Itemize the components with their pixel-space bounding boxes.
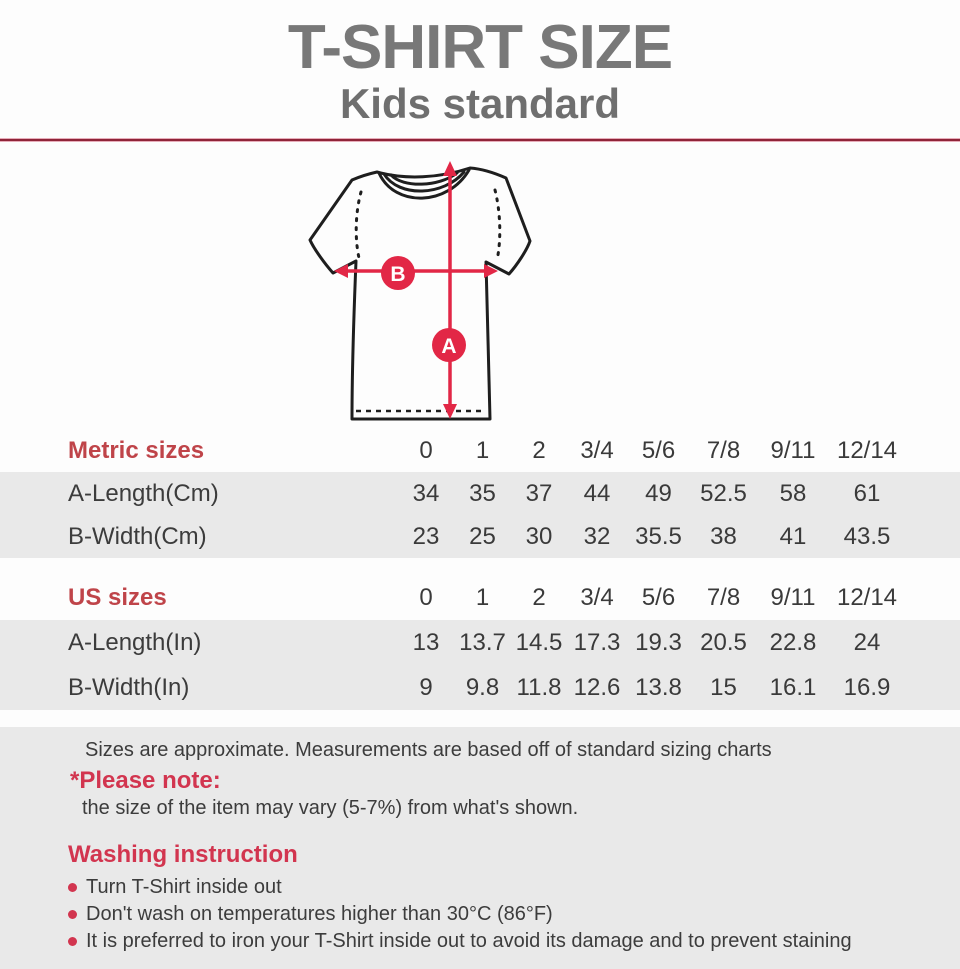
tshirt-diagram	[280, 148, 680, 438]
cell: 34	[412, 479, 440, 507]
size-column: 7/8	[706, 583, 741, 611]
cell: 37	[525, 479, 553, 507]
cell: 13	[412, 628, 440, 656]
cell: 23	[412, 522, 440, 550]
cell: 25	[469, 522, 496, 550]
cell: 13.8	[635, 673, 682, 701]
size-column: 12/14	[836, 583, 898, 611]
cell: 19.3	[635, 628, 682, 656]
cell: 24	[853, 628, 881, 656]
table-row-width-cm	[0, 515, 960, 558]
cell: 52.5	[700, 479, 747, 507]
list-item	[68, 928, 940, 955]
metric-rows-band	[0, 472, 960, 558]
size-column: 3/4	[580, 583, 614, 611]
length-badge-label: A	[441, 335, 457, 358]
size-column: 1	[475, 583, 490, 611]
size-column: 1	[475, 436, 490, 464]
cell: 11.8	[516, 673, 562, 701]
cell: 22.8	[769, 628, 817, 656]
size-column: 2	[532, 583, 546, 611]
bullet-icon	[68, 910, 77, 919]
washing-item-text: Turn T-Shirt inside out	[86, 876, 282, 898]
table-row-width-in	[0, 665, 960, 710]
cell: 9	[419, 673, 433, 701]
cell: 35.5	[635, 522, 682, 550]
washing-instruction-list	[68, 874, 940, 955]
cell: 58	[779, 479, 807, 507]
washing-item-text: Don't wash on temperatures higher than 30°C (86°F)	[86, 903, 553, 925]
size-column: 12/14	[836, 436, 898, 464]
cell: 9.8	[465, 673, 500, 701]
size-column: 0	[419, 436, 433, 464]
size-column: 3/4	[580, 436, 614, 464]
tshirt-icon	[280, 148, 680, 438]
approximate-note: Sizes are approximate. Measurements are based off of standard sizing charts	[85, 739, 772, 761]
bullet-icon	[68, 937, 77, 946]
cell: 16.1	[769, 673, 817, 701]
list-item	[68, 901, 940, 928]
page-subtitle: Kids standard	[339, 80, 621, 127]
metric-sizes-header-row	[0, 429, 960, 472]
metric-sizes-label: Metric sizes	[68, 436, 205, 464]
table-row-length-in	[0, 620, 960, 665]
washing-instruction-title: Washing instruction	[68, 841, 298, 868]
tshirt-outline	[310, 168, 530, 419]
size-column: 9/11	[770, 436, 816, 464]
cell: 61	[853, 479, 881, 507]
us-sizes-label: US sizes	[68, 583, 167, 611]
page-title: T-SHIRT SIZE	[287, 13, 673, 82]
cell: 12.6	[573, 673, 621, 701]
cell: 17.3	[573, 628, 621, 656]
please-note-title: *Please note:	[70, 767, 221, 794]
table-row-length-cm	[0, 472, 960, 515]
cell: 16.9	[843, 673, 891, 701]
size-column: 7/8	[706, 436, 741, 464]
cell: 13.7	[459, 628, 506, 656]
list-item	[68, 874, 940, 901]
bullet-icon	[68, 883, 77, 892]
cell: 44	[583, 479, 611, 507]
cell: 43.5	[843, 522, 891, 550]
cell: 41	[779, 522, 807, 550]
cell: 30	[525, 522, 553, 550]
cell: 38	[710, 522, 737, 550]
cell: 20.5	[700, 628, 747, 656]
row-label: A-Length(In)	[68, 628, 202, 656]
notes-section	[0, 727, 960, 969]
size-column: 2	[532, 436, 546, 464]
width-badge-label: B	[390, 263, 406, 286]
size-column: 9/11	[770, 583, 816, 611]
please-note-body: the size of the item may vary (5-7%) from what's shown.	[82, 797, 579, 819]
cell: 49	[645, 479, 672, 507]
cell: 14.5	[515, 628, 563, 656]
size-column: 0	[419, 583, 433, 611]
cell: 32	[583, 522, 611, 550]
washing-item-text: It is preferred to iron your T-Shirt inside out to avoid its damage and to prevent staining	[86, 930, 852, 952]
divider-line	[0, 138, 960, 142]
row-label: B-Width(In)	[68, 673, 190, 701]
cell: 35	[469, 479, 496, 507]
size-column: 5/6	[641, 583, 676, 611]
us-sizes-header-row	[0, 576, 960, 619]
cell: 15	[710, 673, 737, 701]
row-label: A-Length(Cm)	[68, 479, 219, 507]
row-label: B-Width(Cm)	[68, 522, 207, 550]
us-rows-band	[0, 620, 960, 710]
size-column: 5/6	[641, 436, 676, 464]
